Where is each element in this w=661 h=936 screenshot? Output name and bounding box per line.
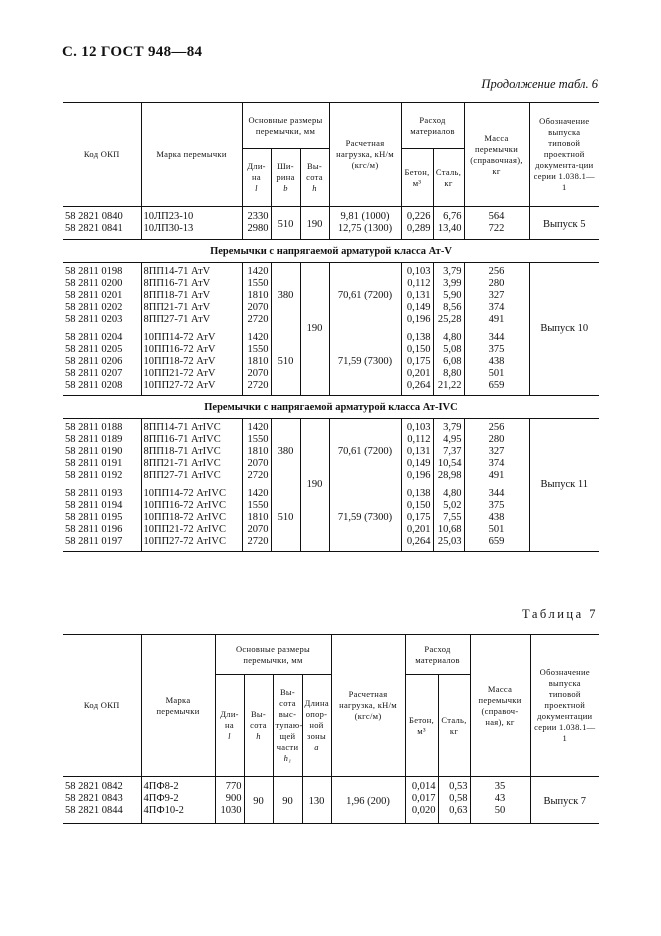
cell-concrete: 0,138 0,150 0,175 0,201 0,264	[401, 485, 433, 552]
section-title-ativc: Перемычки с напрягаемой арматурой класса Ат-IVC	[204, 401, 458, 413]
cell-marks: 4ПФ8-2 4ПФ9-2 4ПФ10-2	[141, 781, 215, 823]
cell-steel: 3,79 3,99 5,90 8,56 25,28	[433, 262, 464, 329]
cell-mass: 256 280 327 374 491	[464, 262, 529, 329]
table-7	[63, 634, 599, 824]
cell-steel: 4,80 5,02 7,55 10,68 25,03	[433, 485, 464, 552]
cell-marks: 8ПП14-71 АтIVC 8ПП16-71 АтIVC 8ПП18-71 АтIVC 8ПП21-71 АтIVC 8ПП27-71 АтIVC	[141, 418, 242, 485]
table-row	[63, 418, 599, 485]
col-header-height: Вы-сота h	[244, 675, 273, 777]
cell-marks: 10ПП14-72 АтIVC 10ПП16-72 АтIVC 10ПП18-72 АтIVC 10ПП21-72 АтIVC 10ПП27-72 АтIVC	[141, 485, 242, 552]
col-header-concrete: Бетон, м³	[405, 675, 438, 777]
cell-mass: 35 43 50	[470, 781, 530, 823]
table-continuation-caption: Продолжение табл. 6	[481, 77, 598, 91]
table-7-header	[63, 635, 599, 777]
cell-steel: 4,80 5,08 6,08 8,80 21,22	[433, 329, 464, 396]
cell-designation: Выпуск 11	[529, 418, 599, 551]
table-row	[63, 329, 599, 396]
cell-mass: 256 280 327 374 491	[464, 418, 529, 485]
col-header-steel: Сталь, кг	[438, 675, 470, 777]
cell-concrete: 0,103 0,112 0,131 0,149 0,196	[401, 262, 433, 329]
table-row	[63, 262, 599, 329]
cell-width: 510	[271, 211, 300, 239]
col-header-mark: Марка перемычки	[141, 103, 242, 207]
cell-concrete: 0,014 0,017 0,020	[405, 781, 438, 823]
table-7-body	[63, 777, 599, 824]
col-header-materials: Расход материалов	[401, 103, 464, 149]
cell-concrete: 0,226 0,289	[401, 211, 433, 239]
cell-width: 380	[271, 262, 300, 329]
cell-codes: 58 2811 0193 58 2811 0194 58 2811 0195 58 2811 0196 58 2811 0197	[63, 485, 141, 552]
cell-mass: 564 722	[464, 211, 529, 239]
table-row	[63, 781, 599, 823]
cell-lengths: 2330 2980	[242, 211, 271, 239]
cell-lengths: 1420 1550 1810 2070 2720	[242, 418, 271, 485]
table-6	[63, 102, 599, 552]
cell-width: 380	[271, 418, 300, 485]
col-header-length: Дли-на l	[215, 675, 244, 777]
cell-height: 190	[300, 262, 329, 395]
col-header-mark: Марка перемычки	[141, 635, 215, 777]
cell-steel: 6,76 13,40	[433, 211, 464, 239]
col-header-height: Вы-сота h	[300, 149, 329, 207]
cell-steel: 3,79 4,95 7,37 10,54 28,98	[433, 418, 464, 485]
cell-height: 190	[300, 418, 329, 551]
col-header-load: Расчетная нагрузка, кН/м (кгс/м)	[329, 103, 401, 207]
cell-width: 510	[271, 329, 300, 396]
cell-codes: 58 2811 0198 58 2811 0200 58 2811 0201 58 2811 0202 58 2811 0203	[63, 262, 141, 329]
cell-concrete: 0,138 0,150 0,175 0,201 0,264	[401, 329, 433, 396]
col-header-designation: Обозначение выпуска типовой проектной документации серии 1.038.1—1	[530, 635, 599, 777]
cell-load: 71,59 (7300)	[329, 329, 401, 396]
cell-load: 71,59 (7300)	[329, 485, 401, 552]
cell-loads: 9,81 (1000) 12,75 (1300)	[329, 211, 401, 239]
col-header-concrete: Бетон, м³	[401, 149, 433, 207]
cell-width: 510	[271, 485, 300, 552]
cell-height: 190	[300, 211, 329, 239]
col-header-materials: Расход материалов	[405, 635, 470, 675]
cell-load: 70,61 (7200)	[329, 262, 401, 329]
cell-support: 130	[302, 781, 331, 823]
cell-codes: 58 2821 0840 58 2821 0841	[65, 211, 123, 234]
section-title-atv: Перемычки с напрягаемой арматурой класса Ат-V	[210, 245, 452, 257]
col-header-mass: Масса перемычки (справоч-ная), кг	[470, 635, 530, 777]
cell-designation: Выпуск 7	[530, 781, 599, 823]
cell-marks: 10ПП14-72 АтV 10ПП16-72 АтV 10ПП18-72 АтV 10ПП21-72 АтV 10ПП27-72 АтV	[141, 329, 242, 396]
cell-h1: 90	[273, 781, 302, 823]
table-7-caption: Таблица 7	[522, 607, 598, 621]
table-6-body	[63, 207, 599, 552]
col-header-code: Код ОКП	[63, 635, 141, 777]
cell-lengths: 1420 1550 1810 2070 2720	[242, 262, 271, 329]
col-header-code: Код ОКП	[63, 103, 141, 207]
col-header-steel: Сталь, кг	[433, 149, 464, 207]
col-header-dims: Основные размеры перемычки, мм	[215, 635, 331, 675]
table-row	[63, 485, 599, 552]
col-header-length: Дли-на l	[242, 149, 271, 207]
col-header-load: Расчетная нагрузка, кН/м (кгс/м)	[331, 635, 405, 777]
col-header-h1: Вы-сота выс-тупаю-щей части h₁	[273, 675, 302, 777]
cell-load: 1,96 (200)	[331, 781, 405, 823]
col-header-mass: Масса перемычки (справочная), кг	[464, 103, 529, 207]
table-6-header	[63, 103, 599, 207]
cell-codes: 58 2811 0204 58 2811 0205 58 2811 0206 58 2811 0207 58 2811 0208	[63, 329, 141, 396]
cell-steel: 0,53 0,58 0,63	[438, 781, 470, 823]
cell-lengths: 1420 1550 1810 2070 2720	[242, 485, 271, 552]
col-header-support: Длина опор-ной зоны a	[302, 675, 331, 777]
col-header-dims: Основные размеры перемычки, мм	[242, 103, 329, 149]
cell-marks: 8ПП14-71 АтV 8ПП16-71 АтV 8ПП18-71 АтV 8ПП21-71 АтV 8ПП27-71 АтV	[141, 262, 242, 329]
cell-concrete: 0,103 0,112 0,131 0,149 0,196	[401, 418, 433, 485]
cell-marks: 10ЛП23-10 10ЛП30-13	[141, 211, 242, 239]
cell-mass: 344 375 438 501 659	[464, 485, 529, 552]
cell-mass: 344 375 438 501 659	[464, 329, 529, 396]
table-row	[63, 211, 599, 239]
page-header: С. 12 ГОСТ 948—84	[62, 44, 203, 60]
cell-codes: 58 2821 0842 58 2821 0843 58 2821 0844	[65, 781, 123, 816]
cell-codes: 58 2811 0188 58 2811 0189 58 2811 0190 58 2811 0191 58 2811 0192	[63, 418, 141, 485]
col-header-width: Ши-рина b	[271, 149, 300, 207]
cell-lengths: 770 900 1030	[215, 781, 244, 823]
cell-load: 70,61 (7200)	[329, 418, 401, 485]
cell-lengths: 1420 1550 1810 2070 2720	[242, 329, 271, 396]
cell-designation: Выпуск 10	[529, 262, 599, 395]
col-header-designation: Обозначение выпуска типовой проектной документа-ции серии 1.038.1—1	[529, 103, 599, 207]
cell-height: 90	[244, 781, 273, 823]
cell-designation: Выпуск 5	[529, 211, 599, 239]
